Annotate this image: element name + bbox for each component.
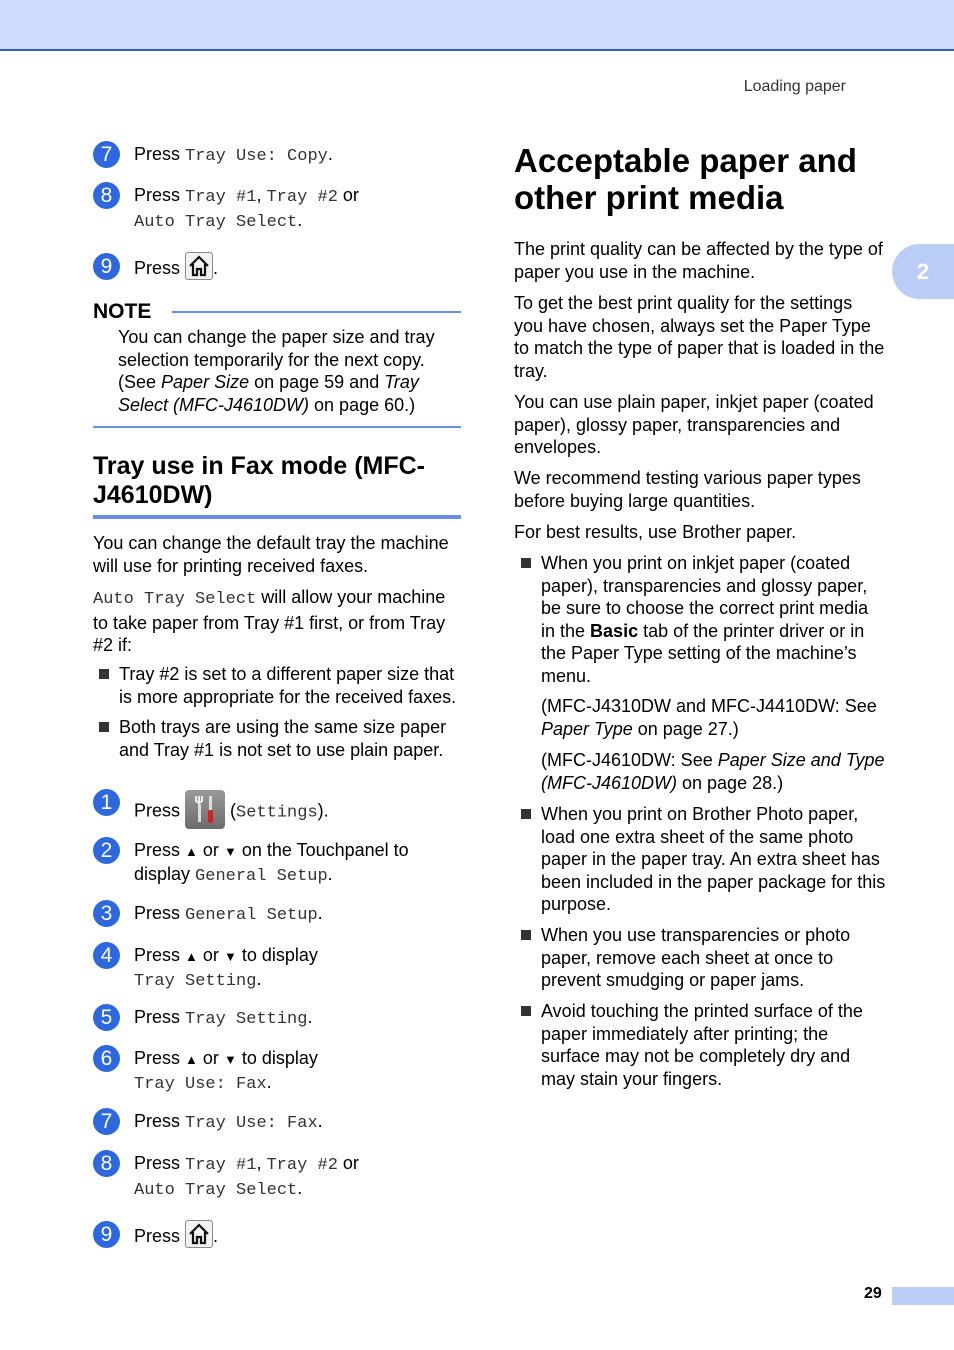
chevron-up-icon: ▲ <box>185 844 198 859</box>
chevron-up-icon: ▲ <box>185 1052 198 1067</box>
chapter-tab: 2 <box>892 244 954 299</box>
fax-section-heading: Tray use in Fax mode (MFC-J4610DW) <box>93 452 426 509</box>
step-text: Press ▲ or ▼ on the Touchpanel to display General Setup. <box>134 840 409 886</box>
step-number: 9 <box>93 1221 120 1248</box>
step-text: Press Tray #1, Tray #2 or Auto Tray Select. <box>134 185 359 232</box>
media-paragraph-4: We recommend testing various paper types before buying large quantities. <box>514 468 861 511</box>
step-text: Press Tray Use: Copy. <box>134 144 333 166</box>
media-paragraph-2: To get the best print quality for the settings you have chosen, always set the Paper Type to match the type of paper that is loaded in the tray. <box>514 293 885 381</box>
lcd-text: Tray Use: Copy <box>185 147 328 166</box>
step-text: Press . <box>134 1223 464 1251</box>
step-text: Press ▲ or ▼ to display Tray Use: Fax. <box>134 1048 318 1094</box>
step-number: 7 <box>93 141 120 168</box>
note-rule-bottom <box>93 426 461 428</box>
chevron-down-icon: ▼ <box>223 844 237 859</box>
note-title: NOTE <box>93 300 152 323</box>
bullet-square <box>521 809 531 819</box>
footer-tab <box>892 1287 954 1305</box>
step-text: Press . <box>134 255 464 283</box>
header-band <box>0 0 954 51</box>
step-number: 2 <box>93 837 120 864</box>
step-text: Press Tray Use: Fax. <box>134 1111 323 1133</box>
step-text: Press General Setup. <box>134 903 323 925</box>
home-icon <box>185 1220 213 1248</box>
note-ref-paper-size: Paper Size <box>161 372 250 392</box>
bullet-square <box>99 722 109 732</box>
step-number: 1 <box>93 789 120 816</box>
step-number: 9 <box>93 253 120 280</box>
chevron-up-icon: ▲ <box>185 949 198 964</box>
chevron-down-icon: ▼ <box>223 1052 237 1067</box>
running-header: Loading paper <box>743 78 846 95</box>
settings-tools-icon <box>185 790 225 829</box>
bullet-square <box>521 930 531 940</box>
step-number: 5 <box>93 1004 120 1031</box>
bullet-square <box>521 1006 531 1016</box>
fax-paragraph-1: You can change the default tray the machine will use for printing received faxes. <box>93 533 449 576</box>
step-number: 3 <box>93 900 120 927</box>
step-number: 4 <box>93 942 120 969</box>
media-paragraph-1: The print quality can be affected by the type of paper you use in the machine. <box>514 239 883 282</box>
fax-paragraph-2: Auto Tray Select will allow your machine to take paper from Tray #1 first, or from Tray #2 if: <box>93 587 446 655</box>
step-text: Press ▲ or ▼ to display Tray Setting. <box>134 945 318 991</box>
media-subnote-2: (MFC-J4610DW: See Paper Size and Type (MFC-J4610DW) on page 28.) <box>541 750 885 793</box>
step-number: 7 <box>93 1108 120 1135</box>
bullet-square <box>521 558 531 568</box>
step-number: 8 <box>93 182 120 209</box>
media-paragraph-3: You can use plain paper, inkjet paper (coated paper), glossy paper, transparencies and envelopes. <box>514 392 874 457</box>
bullet-square <box>99 669 109 679</box>
note-rule <box>172 311 461 313</box>
media-subnote-1: (MFC-J4310DW and MFC-J4410DW: See Paper Type on page 27.) <box>541 696 877 739</box>
chevron-down-icon: ▼ <box>223 949 237 964</box>
media-paragraph-5: For best results, use Brother paper. <box>514 522 797 542</box>
media-section-heading: Acceptable paper and other print media <box>514 142 857 216</box>
step-text: Press Tray #1, Tray #2 or Auto Tray Select. <box>134 1153 359 1200</box>
note-ref-tray-select: Tray Select (MFC-J4610DW) <box>118 372 419 415</box>
home-icon <box>185 252 213 280</box>
step-text: Press (Settings). <box>134 792 464 831</box>
step-number: 8 <box>93 1150 120 1177</box>
page-number: 29 <box>864 1285 882 1302</box>
step-text: Press Tray Setting. <box>134 1007 313 1029</box>
heading-rule <box>93 515 461 519</box>
step-number: 6 <box>93 1045 120 1072</box>
note-text: You can change the paper size and tray selection temporarily for the next copy. (See Paper Size on page 59 and Tray Select (MFC-J4610DW) on page 60.) <box>118 327 435 415</box>
